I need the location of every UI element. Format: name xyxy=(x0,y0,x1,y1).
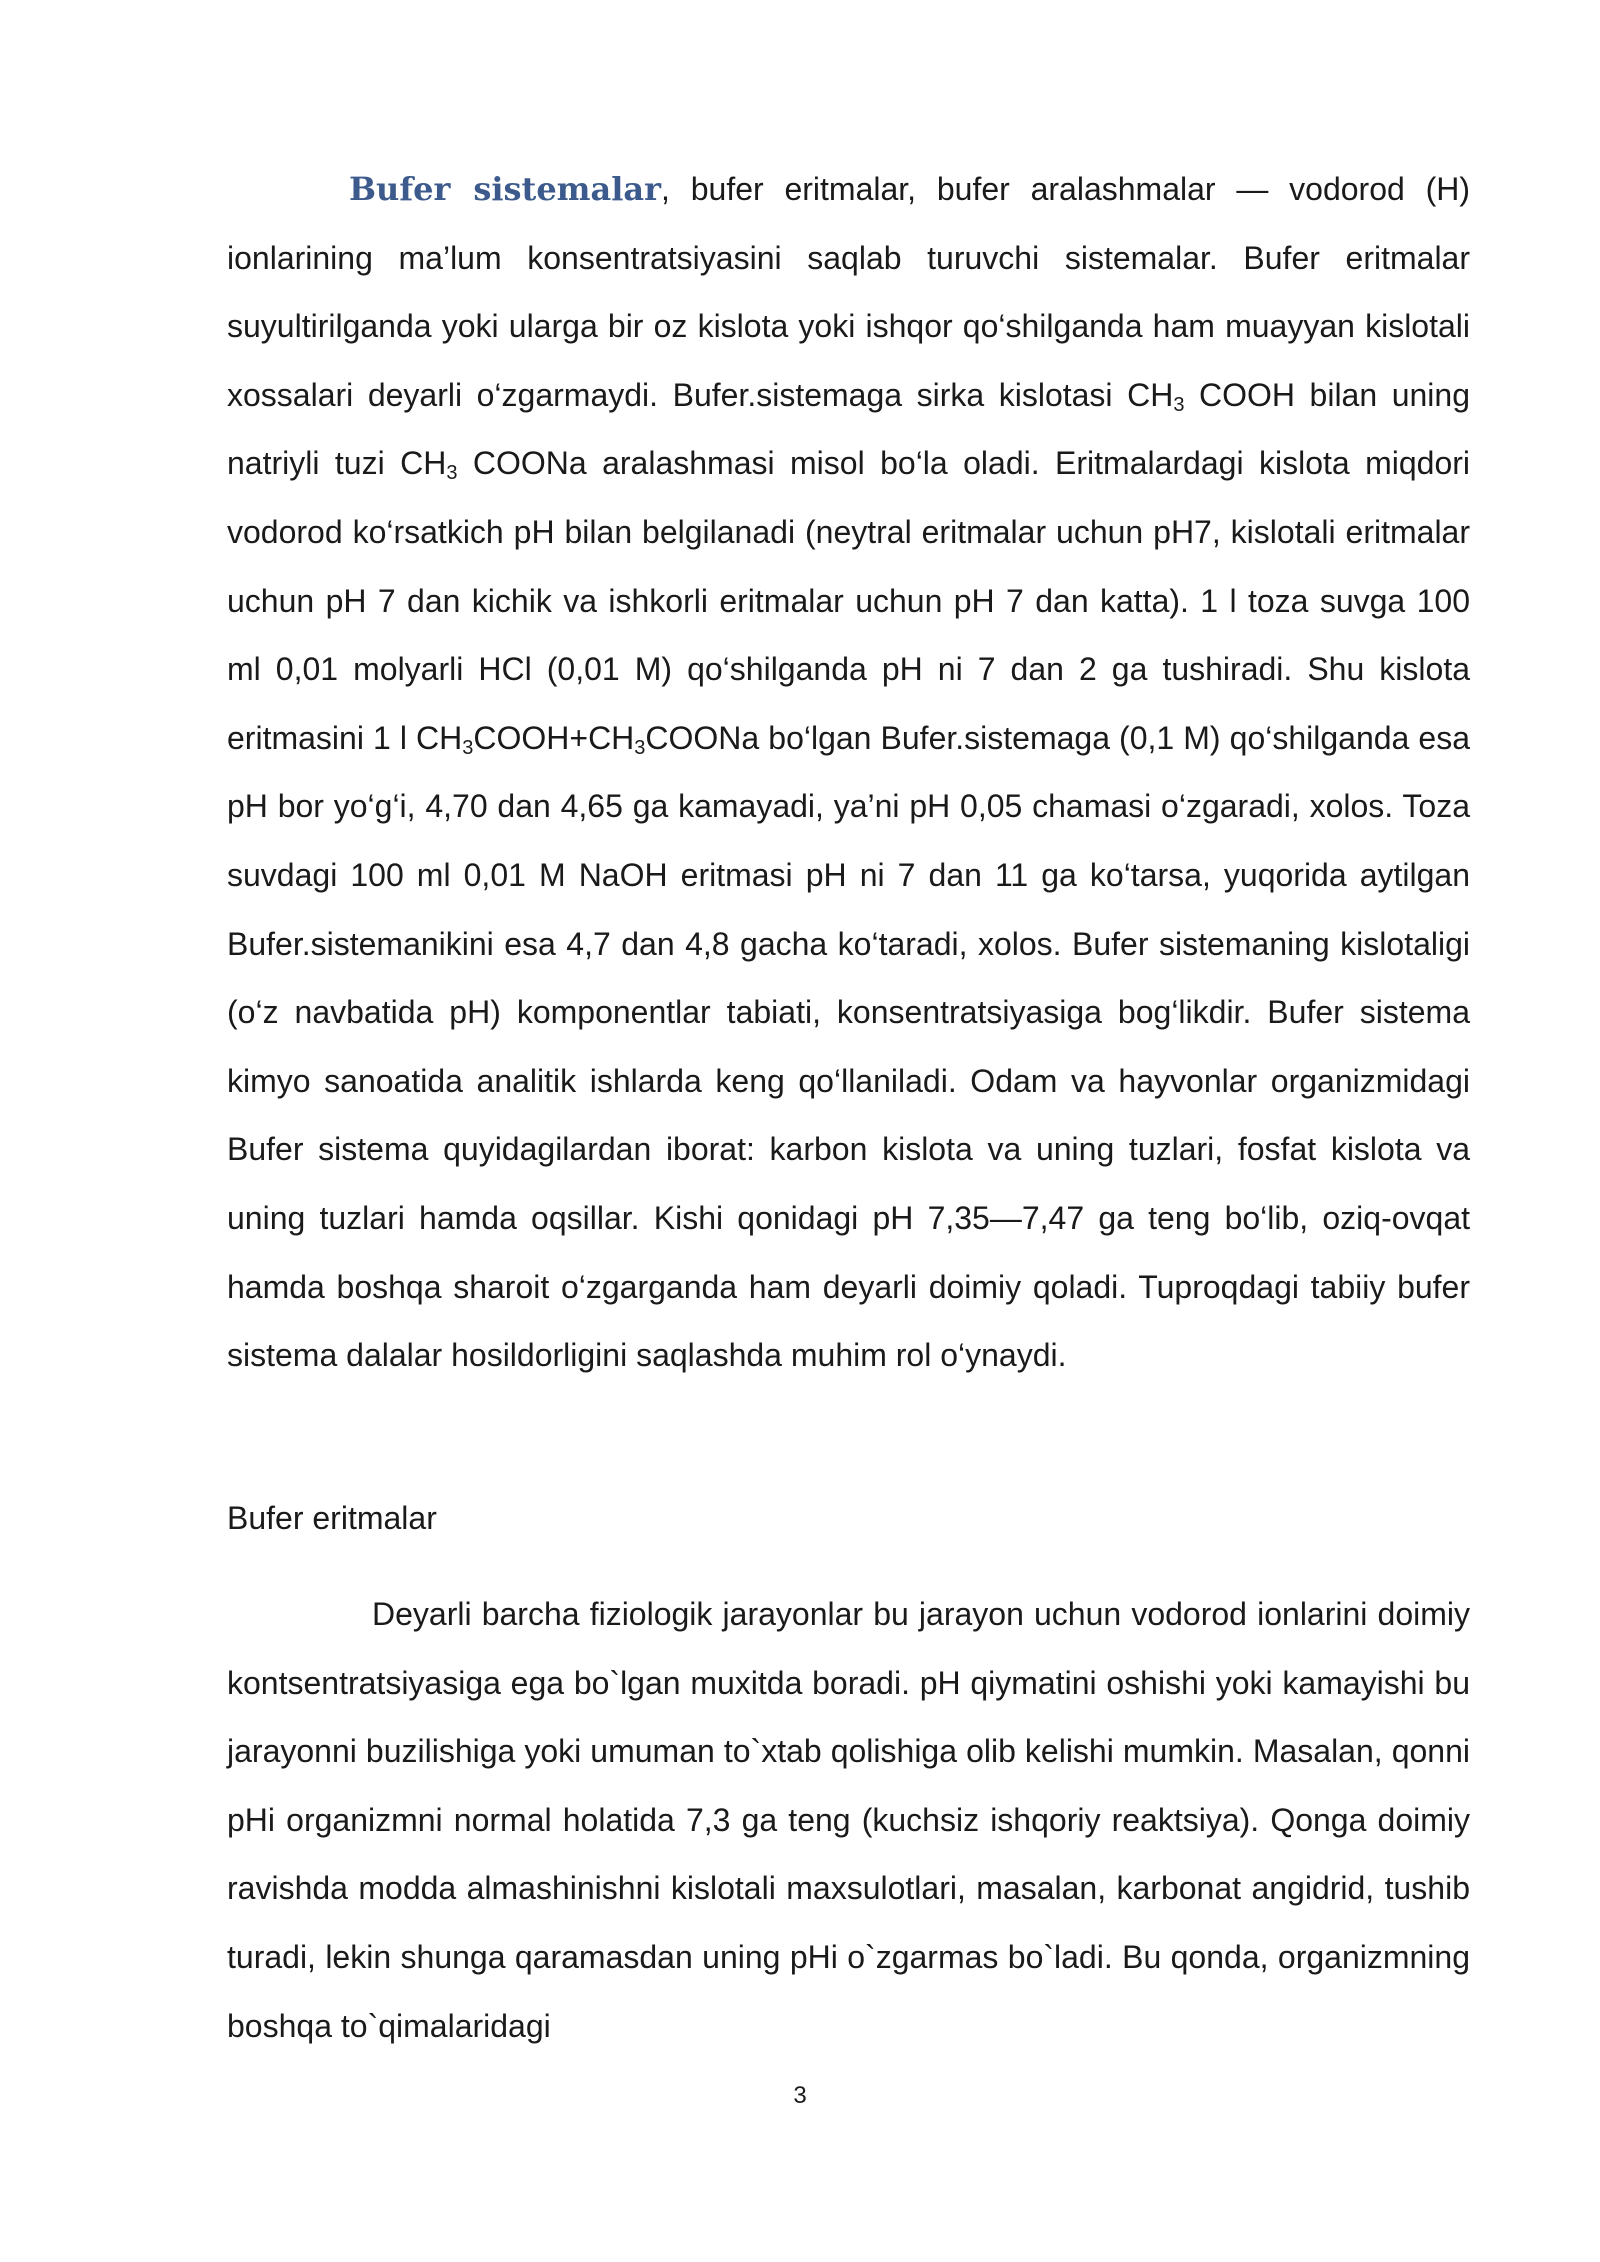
page-number: 3 xyxy=(793,2082,807,2109)
paragraph-text-1: , bufer eritmalar, bufer aralashmalar — vodorod (H) ionlarining ma’lum konsentratsiyasini saqlab turuvchi sistemalar. Bufer eritmalar suyultirilganda yoki ularga bir oz kislota yoki ishqor qo‘shilganda ham muayyan kislotali xossalari deyarli o‘zgarmaydi. Bufer.sistemaga sirka kislotasi CH xyxy=(227,171,1471,413)
subscript-4: 3 xyxy=(634,736,646,759)
paragraph-fiziologik-jarayonlar: Deyarli barcha fiziologik jarayonlar bu jarayon uchun vodorod ionlarini doimiy kontsentratsiyasiga ega bo`lgan muxitda boradi. pH qiymatini oshishi yoki kamayishi bu jarayonni buzilishiga yoki umuman to`xtab qolishiga olib kelishi mumkin. Masalan, qonni pHi organizmni normal holatida 7,3 ga teng (kuchsiz ishqoriy reaktsiya). Qonga doimiy ravishda modda almashinishni kislotali maxsulotlari, masalan, karbonat angidrid, tushib turadi, lekin shunga qaramasdan uning pHi o`zgarmas bo`ladi. Bu qonda, organizmning boshqa to`qimalaridagi xyxy=(227,1596,1470,2044)
paragraph-text-4: COOH+CH xyxy=(473,719,635,756)
term-bufer-sistemalar: Bufer sistemalar xyxy=(349,170,662,208)
paragraph-text-2: COOH bilan uning natriyli tuzi CH xyxy=(227,376,1471,482)
paragraph-text-3: COONa aralashmasi misol bo‘la oladi. Eritmalardagi kislota miqdori vodorod ko‘rsatkich pH bilan belgilanadi (neytral eritmalar uchun pH7, kislotali eritmalar uchun pH 7 dan kichik va ishkorli eritmalar uchun pH 7 dan katta). 1 l toza suvga 100 ml 0,01 molyarli HCl (0,01 M) qo‘shilganda pH ni 7 dan 2 ga tushiradi. Shu kislota eritmasini 1 l CH xyxy=(227,445,1471,756)
paragraph-text-5: COONa bo‘lgan Bufer.sistemaga (0,1 M) qo‘shilganda esa pH bor yo‘g‘i, 4,70 dan 4,65 ga kamayadi, ya’ni pH 0,05 chamasi o‘zgaradi, xolos. Toza suvdagi 100 ml 0,01 M NaOH eritmasi pH ni 7 dan 11 ga ko‘tarsa, yuqorida aytilgan Bufer.sistemanikini esa 4,7 dan 4,8 gacha ko‘taradi, xolos. Bufer sistemaning kislotaligi (o‘z navbatida pH) komponentlar tabiati, konsentratsiyasiga bog‘likdir. Bufer sistema kimyo sanoatida analitik ishlarda keng qo‘llaniladi. Odam va hayvonlar organizmidagi Bufer sistema quyidagilardan iborat: karbon kislota va uning tuzlari, fosfat kislota va uning tuzlari hamda oqsillar. Kishi qonidagi pH 7,35—7,47 ga teng bo‘lib, oziq-ovqat hamda boshqa sharoit o‘zgarganda ham deyarli doimiy qoladi. Tuproqdagi tabiiy bufer sistema dalalar hosildorligini saqlashda muhim rol o‘ynaydi. xyxy=(227,719,1471,1374)
subscript-1: 3 xyxy=(1173,393,1185,416)
paragraph-bufer-sistemalar xyxy=(227,155,1470,1390)
subscript-3: 3 xyxy=(462,736,474,759)
section-heading-bufer-eritmalar: Bufer eritmalar xyxy=(227,1500,437,1536)
subscript-2: 3 xyxy=(446,462,458,485)
